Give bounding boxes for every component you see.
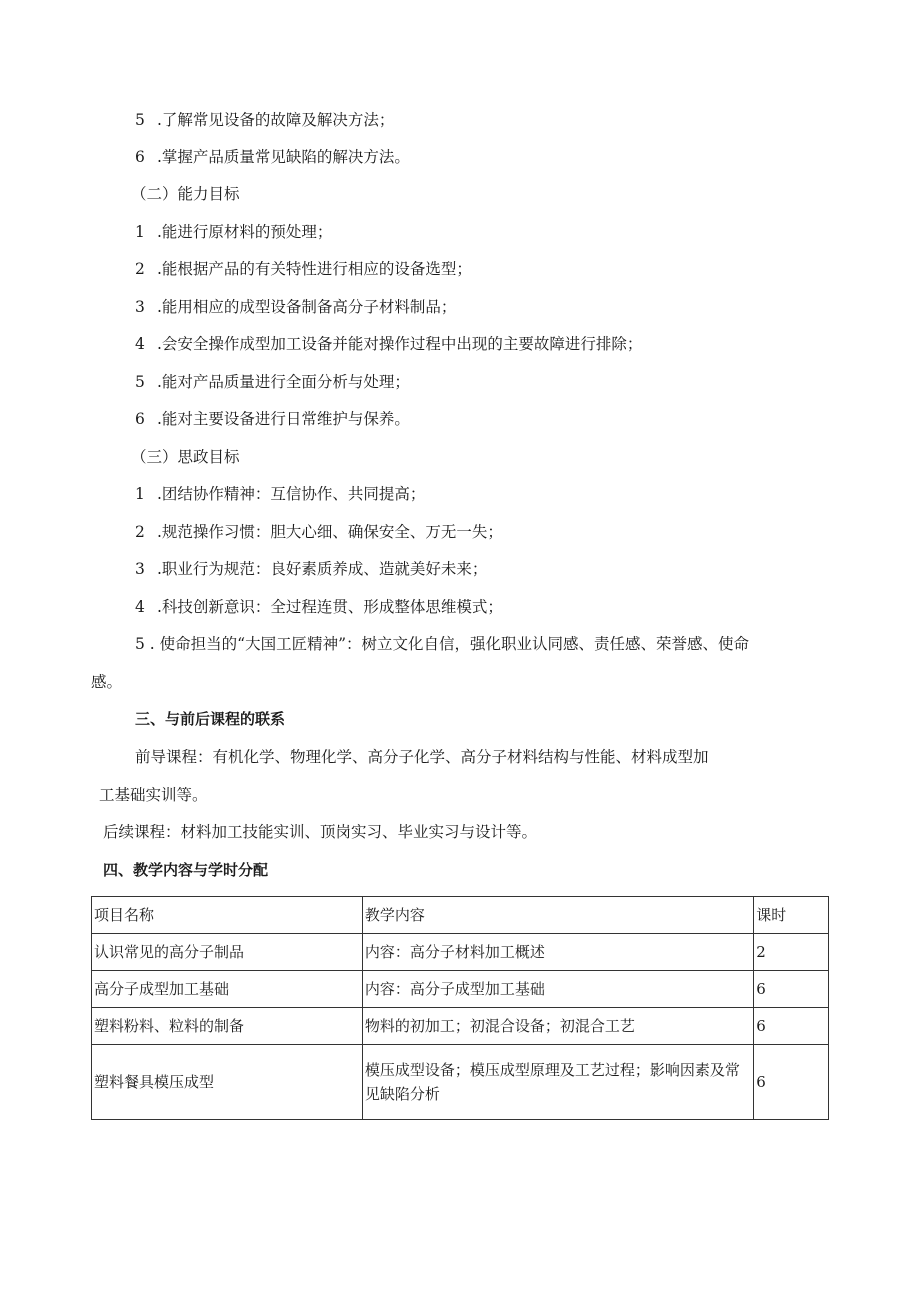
item-text: .了解常见设备的故障及解决方法； [157,111,395,129]
ideology-item-5-line2: 感。 [91,673,123,691]
section4-heading: 四、教学内容与学时分配 [103,861,269,879]
item-number: 1 [135,223,145,241]
ideology-item [135,558,487,580]
item-text: .能进行原材料的预处理； [157,223,333,241]
knowledge-item [135,109,394,131]
item-number: 3 [135,560,145,578]
ideology-item [135,483,425,505]
ability-heading: （二）能力目标 [131,185,240,203]
item-number: 3 [135,298,145,316]
table-cell: 高分子成型加工基础 [92,971,363,1008]
ideology-item [135,521,503,543]
table-cell: 物料的初加工；初混合设备；初混合工艺 [362,1008,753,1045]
item-number: 6 [135,410,145,428]
item-text: .掌握产品质量常见缺陷的解决方法。 [157,148,410,166]
item-number: 4 [135,335,145,353]
header-cell: 教学内容 [362,897,753,934]
table-cell: 内容：高分子成型加工基础 [362,971,753,1008]
table-row [92,1045,829,1120]
table-cell: 模压成型设备；模压成型原理及工艺过程；影响因素及常见缺陷分析 [362,1045,753,1120]
table-row [92,1008,829,1045]
item-number: 1 [135,485,145,503]
ability-item [135,408,410,430]
header-cell: 课时 [754,897,829,934]
item-text: .能用相应的成型设备制备高分子材料制品； [157,298,457,316]
item-text: .规范操作习惯：胆大心细、确保安全、万无一失； [157,523,503,541]
item-text: .职业行为规范：良好素质养成、造就美好未来； [157,560,488,578]
item-text: .能根据产品的有关特性进行相应的设备选型； [157,260,472,278]
table-header-row [92,897,829,934]
section3-heading: 三、与前后课程的联系 [135,710,286,728]
prereq-line2: 工基础实训等。 [99,786,208,804]
table-cell: 内容：高分子材料加工概述 [362,934,753,971]
table-cell: 6 [754,971,829,1008]
ability-item [135,258,472,280]
item-number: 5 [135,111,145,129]
ability-item [135,296,456,318]
item-text: .团结协作精神：互信协作、共同提高； [157,485,426,503]
followup-courses: 后续课程：材料加工技能实训、顶岗实习、毕业实习与设计等。 [103,823,538,841]
item-number: 5 [135,373,145,391]
table-row [92,934,829,971]
header-cell: 项目名称 [92,897,363,934]
ideology-heading: （三）思政目标 [131,448,240,466]
table-cell: 塑料餐具模压成型 [92,1045,363,1120]
table-cell: 认识常见的高分子制品 [92,934,363,971]
ideology-item [135,596,503,618]
prereq-line1: 前导课程：有机化学、物理化学、高分子化学、高分子材料结构与性能、材料成型加 [135,748,709,766]
ability-item [135,333,642,355]
table-cell: 6 [754,1008,829,1045]
table-cell: 6 [754,1045,829,1120]
table-row [92,971,829,1008]
table-cell: 塑料粉料、粒料的制备 [92,1008,363,1045]
item-number: 6 [135,148,145,166]
table-cell: 2 [754,934,829,971]
item-text: .会安全操作成型加工设备并能对操作过程中出现的主要故障进行排除； [157,335,643,353]
ideology-item-5-line1: 5 . 使命担当的“大国工匠精神”：树立文化自信，强化职业认同感、责任感、荣誉感、使命 [135,635,749,653]
item-text: .能对产品质量进行全面分析与处理； [157,373,410,391]
item-number: 4 [135,598,145,616]
item-number: 2 [135,260,145,278]
knowledge-item [135,146,410,168]
ability-item [135,371,410,393]
item-text: .科技创新意识：全过程连贯、形成整体思维模式； [157,598,503,616]
item-number: 2 [135,523,145,541]
ability-item [135,221,332,243]
item-text: .能对主要设备进行日常维护与保养。 [157,410,410,428]
schedule-table [91,896,829,1120]
